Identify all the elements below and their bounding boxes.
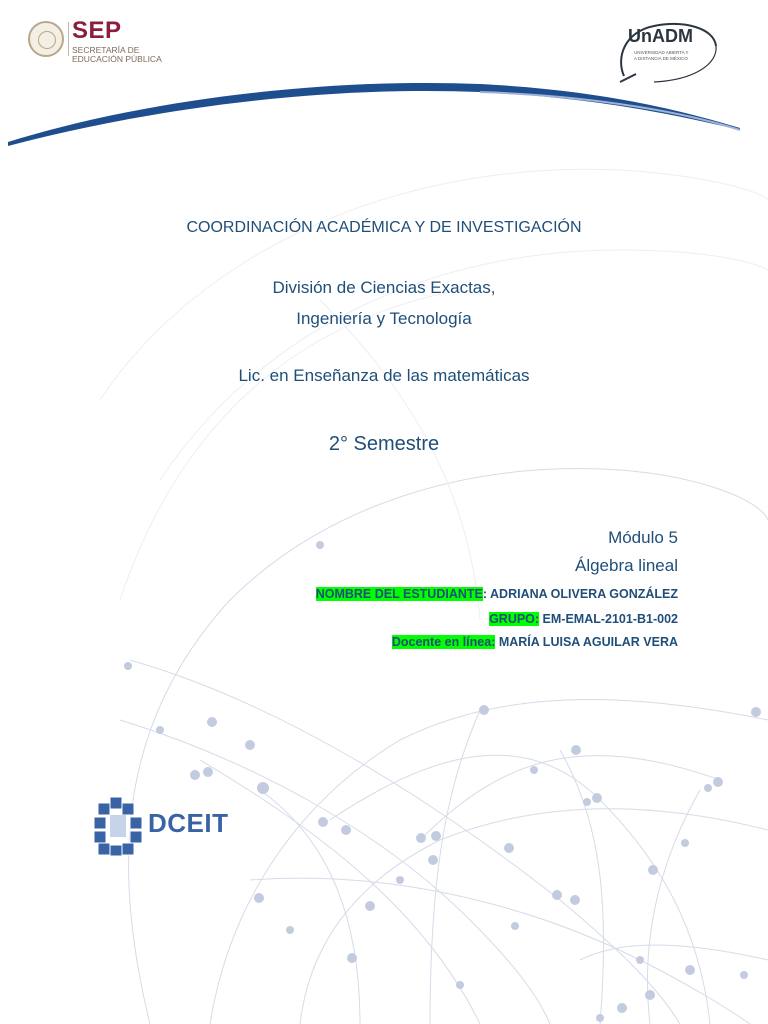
teacher-row (392, 633, 678, 651)
group-label: GRUPO: (489, 612, 540, 626)
unadm-logo (614, 18, 724, 90)
student-row (316, 585, 678, 603)
dceit-logo (92, 795, 232, 857)
dceit-wordmark: DCEIT (148, 808, 229, 838)
unadm-line-1: UNIVERSIDAD ABIERTA Y (634, 50, 689, 55)
student-label: NOMBRE DEL ESTUDIANTE (315, 587, 483, 601)
teacher-label: Docente en línea: (391, 635, 496, 649)
unadm-name: UnADM (628, 26, 693, 46)
logo-divider (68, 22, 69, 56)
mexico-seal-icon (28, 21, 64, 57)
semester: 2° Semestre (328, 433, 440, 455)
teacher-value: MARÍA LUISA AGUILAR VERA (495, 635, 678, 649)
coordination-title: COORDINACIÓN ACADÉMICA Y DE INVESTIGACIÓN (186, 219, 582, 236)
module-label: Módulo 5 (608, 528, 678, 547)
division-line-2: Ingeniería y Tecnología (296, 309, 472, 328)
sep-acronym: SEP (72, 17, 122, 44)
dceit-cubes-icon (92, 795, 146, 857)
subject-name: Álgebra lineal (574, 556, 678, 575)
sep-line-1: SECRETARÍA DE (72, 45, 140, 55)
sep-line-2: EDUCACIÓN PÚBLICA (72, 54, 162, 64)
degree-name: Lic. en Enseñanza de las matemáticas (238, 366, 530, 385)
unadm-line-2: A DISTANCIA DE MÉXICO (634, 56, 688, 61)
student-value: : ADRIANA OLIVERA GONZÁLEZ (482, 587, 678, 601)
group-value: EM-EMAL-2101-B1-002 (539, 612, 678, 626)
sep-logo (28, 18, 178, 68)
division-line-1: División de Ciencias Exactas, (272, 278, 496, 297)
group-row (489, 610, 678, 628)
